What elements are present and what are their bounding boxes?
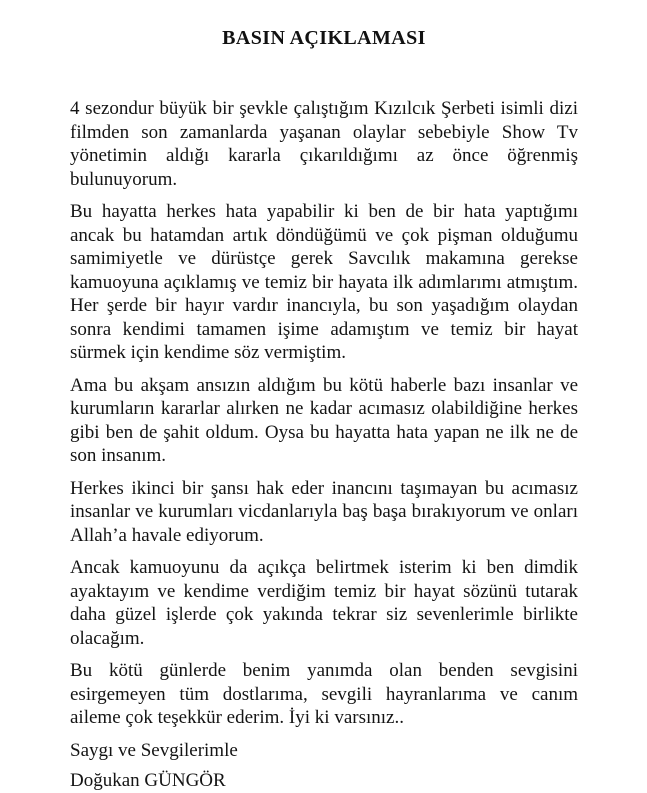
paragraph-promise: Ancak kamuoyunu da açıkça belirtmek isterim ki ben dimdik ayaktayım ve kendime verdiğim temiz bir hayat sözünü tutarak daha güzel işlerde çok yakında tekrar siz sevenlerimle birlikte olacağım. <box>70 557 578 649</box>
document-title: BASIN AÇIKLAMASI <box>222 27 426 49</box>
closing-salutation: Saygı ve Sevgilerimle <box>70 739 238 761</box>
paragraph-thanks: Bu kötü günlerde benim yanımda olan benden sevgisini esirgemeyen tüm dostlarıma, sevgili hayranlarıma ve canım aileme çok teşekkür ederim. İyi ki varsınız.. <box>70 660 578 728</box>
closing-signature: Doğukan GÜNGÖR <box>70 770 226 791</box>
paragraph-reaction: Ama bu akşam ansızın aldığım bu kötü haberle bazı insanlar ve kurumların kararlar alırken ne kadar acımasız olabildiğine herkes gibi ben de şahit oldum. Oysa bu hayatta hata yapan ne ilk ne de son insanım. <box>70 374 578 466</box>
paragraph-intro: 4 sezondur büyük bir şevkle çalıştığım Kızılcık Şerbeti isimli dizi filmden son zamanlarda yaşanan olaylar sebebiyle Show Tv yönetimin aldığı kararla çıkarıldığımı az önce öğrenmiş bulunuyorum. <box>70 98 578 190</box>
paragraph-apology: Bu hayatta herkes hata yapabilir ki ben de bir hata yaptığımı ancak bu hatamdan artık döndüğümü ve çok pişman olduğumu samimiyetle ve dürüstçe gerek Savcılık makamına gerekse kamuoyuna açıklamış ve temiz bir hayata ilk adımlarımı atmıştım. Her şerde bir hayır vardır inancıyla, bu son yaşadığım olaydan sonra kendimi tamamen işime adamıştım ve temiz bir hayat sürmek için kendime söz vermiştim. <box>70 201 578 363</box>
paragraph-second-chance: Herkes ikinci bir şansı hak eder inancını taşımayan bu acımasız insanlar ve kurumları vicdanlarıyla baş başa bırakıyorum ve onları Allah’a havale ediyorum. <box>70 477 578 546</box>
